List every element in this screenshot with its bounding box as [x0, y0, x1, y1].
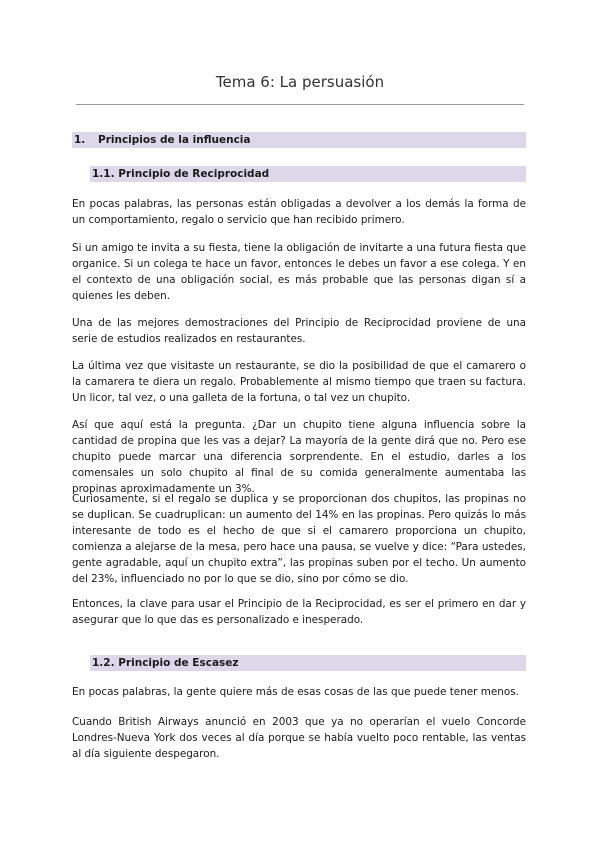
section-1-number: 1.	[74, 134, 86, 146]
section-1-1-number: 1.1.	[92, 168, 115, 180]
section-1-2-title: Principio de Escasez	[118, 657, 239, 669]
section-1-title: Principios de la influencia	[98, 134, 251, 146]
document-title: Tema 6: La persuasión	[215, 73, 385, 91]
title-divider	[76, 104, 524, 105]
paragraph: La última vez que visitaste un restaurante, se dio la posibilidad de que el camarero o la camarera te diera un regalo. Probablemente al mismo tiempo que traen su factura. Un licor, tal vez, o una galleta de la fortuna, o tal vez un chupito.	[72, 360, 526, 404]
paragraph: En pocas palabras, las personas están obligadas a devolver a los demás la forma de un comportamiento, regalo o servicio que han recibido primero.	[72, 198, 526, 226]
section-1-1-title: Principio de Reciprocidad	[118, 168, 270, 180]
paragraph: Curiosamente, si el regalo se duplica y se proporcionan dos chupitos, las propinas no se duplican. Se cuadruplican: un aumento del 14% en las propinas. Pero quizás lo más interesante de todo es el hecho de que si el camarero proporciona un chupito, comienza a alejarse de la mesa, pero hace una pausa, se vuelve y dice: “Para ustedes, gente agradable, aquí un chupito extra”, las propinas suben por el techo. Un aumento del 23%, influenciado no por lo que se dio, sino por cómo se dio.	[72, 493, 526, 585]
section-1-2-heading	[90, 655, 526, 671]
section-1-heading	[72, 132, 526, 148]
paragraph: En pocas palabras, la gente quiere más de esas cosas de las que puede tener menos.	[72, 686, 519, 698]
section-1-2-number: 1.2.	[92, 657, 115, 669]
section-1-1-heading	[90, 166, 526, 182]
paragraph: Entonces, la clave para usar el Principio de la Reciprocidad, es ser el primero en dar y asegurar que lo que das es personalizado e inesperado.	[72, 598, 526, 626]
paragraph: Así que aquí está la pregunta. ¿Dar un chupito tiene alguna influencia sobre la cantidad de propina que les vas a dejar? La mayoría de la gente dirá que no. Pero ese chupito puede marcar una diferencia sorprendente. En el estudio, darles a los comensales un solo chupito al final de su comida generalmente aumentaba las propinas aproximadamente un 3%.	[72, 419, 526, 495]
paragraph: Si un amigo te invita a su fiesta, tiene la obligación de invitarte a una futura fiesta que organice. Si un colega te hace un favor, entonces le debes un favor a ese colega. Y en el contexto de una obligación social, es más probable que las personas digan sí a quienes les deben.	[72, 242, 526, 302]
paragraph: Cuando British Airways anunció en 2003 que ya no operarían el vuelo Concorde Londres-Nueva York dos veces al día porque se había vuelto poco rentable, las ventas al día siguiente despegaron.	[72, 716, 526, 760]
paragraph: Una de las mejores demostraciones del Principio de Reciprocidad proviene de una serie de estudios realizados en restaurantes.	[72, 317, 526, 345]
